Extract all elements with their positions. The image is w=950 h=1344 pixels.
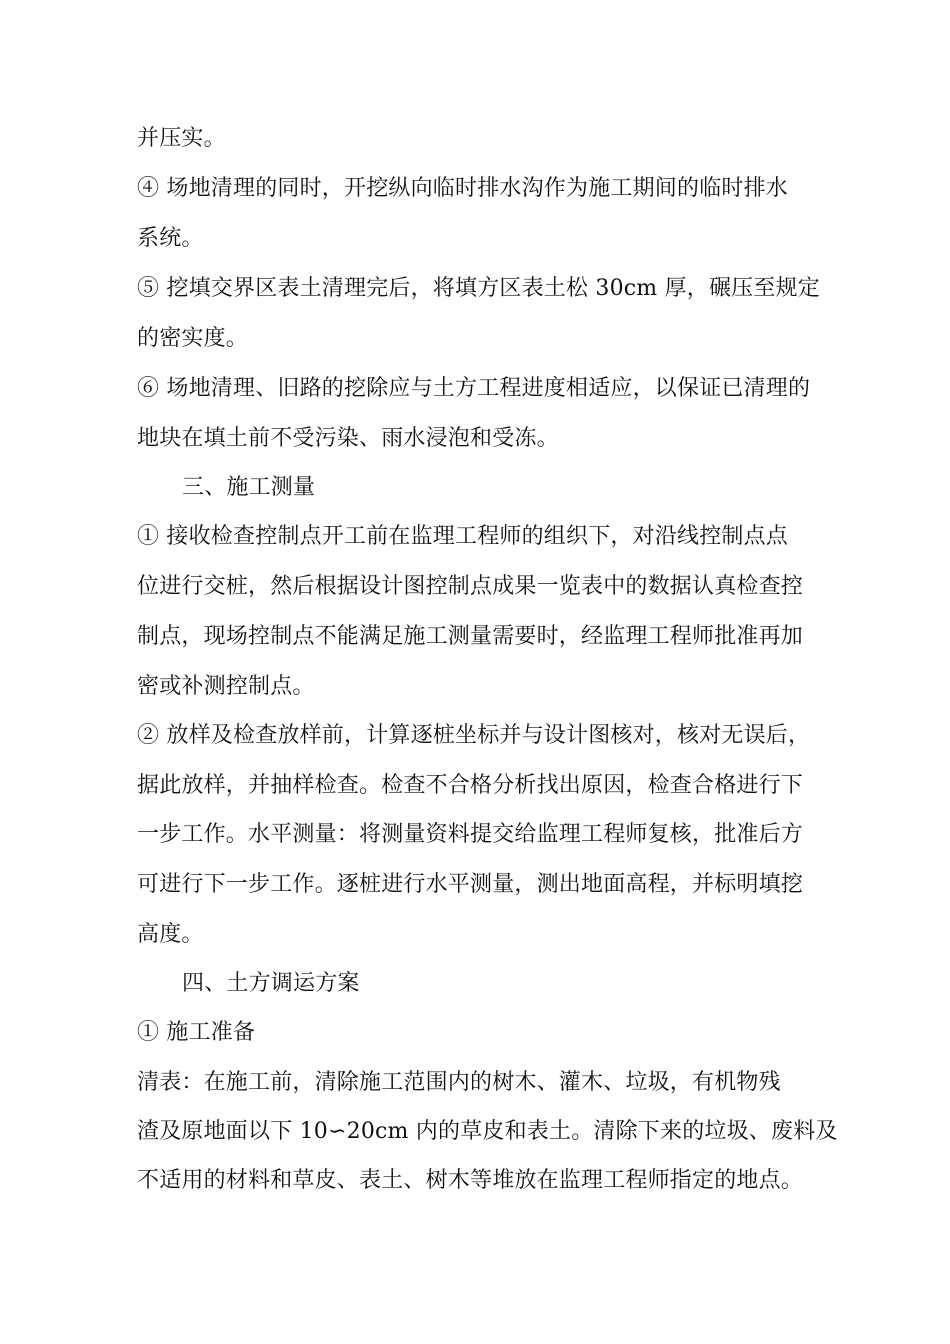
text-line-6: ⑥ 场地清理、旧路的挖除应与土方工程进度相适应，以保证已清理的 bbox=[137, 376, 811, 401]
text-line-2: ④ 场地清理的同时，开挖纵向临时排水沟作为施工期间的临时排水 bbox=[137, 176, 788, 201]
text-line-20: 清表：在施工前，清除施工范围内的树木、灌木、垃圾，有机物残 bbox=[137, 1070, 781, 1095]
text-line-16: 可进行下一步工作。逐桩进行水平测量，测出地面高程，并标明填挖 bbox=[137, 872, 804, 897]
text-line-10: 位进行交桩，然后根据设计图控制点成果一览表中的数据认真检查控 bbox=[137, 574, 804, 599]
text-line-11: 制点，现场控制点不能满足施工测量需要时，经监理工程师批准再加 bbox=[137, 624, 804, 649]
text-line-4: ⑤ 挖填交界区表土清理完后，将填方区表土松 30cm 厚，碾压至规定 bbox=[137, 276, 820, 301]
section-heading-survey: 三、施工测量 bbox=[182, 475, 316, 500]
text-line-7: 地块在填土前不受污染、雨水浸泡和受冻。 bbox=[137, 426, 559, 451]
text-line-9: ① 接收检查控制点开工前在监理工程师的组织下，对沿线控制点点 bbox=[137, 524, 788, 549]
text-line-13: ② 放样及检查放样前，计算逐桩坐标并与设计图核对，核对无误后， bbox=[137, 723, 811, 748]
text-line-19: ① 施工准备 bbox=[137, 1020, 256, 1045]
text-line-21: 渣及原地面以下 10∽20cm 内的草皮和表土。清除下来的垃圾、废料及 bbox=[137, 1119, 838, 1144]
text-line-14: 据此放样，并抽样检查。检查不合格分析找出原因，检查合格进行下 bbox=[137, 773, 804, 798]
section-heading-earthwork: 四、土方调运方案 bbox=[182, 971, 360, 996]
text-line-1: 并压实。 bbox=[137, 126, 226, 151]
text-line-17: 高度。 bbox=[137, 922, 204, 947]
text-line-22: 不适用的材料和草皮、表土、树木等堆放在监理工程师指定的地点。 bbox=[137, 1168, 804, 1193]
text-line-3: 系统。 bbox=[137, 226, 204, 251]
text-line-12: 密或补测控制点。 bbox=[137, 674, 315, 699]
text-line-15: 一步工作。水平测量：将测量资料提交给监理工程师复核，批准后方 bbox=[137, 822, 804, 847]
text-line-5: 的密实度。 bbox=[137, 326, 249, 351]
